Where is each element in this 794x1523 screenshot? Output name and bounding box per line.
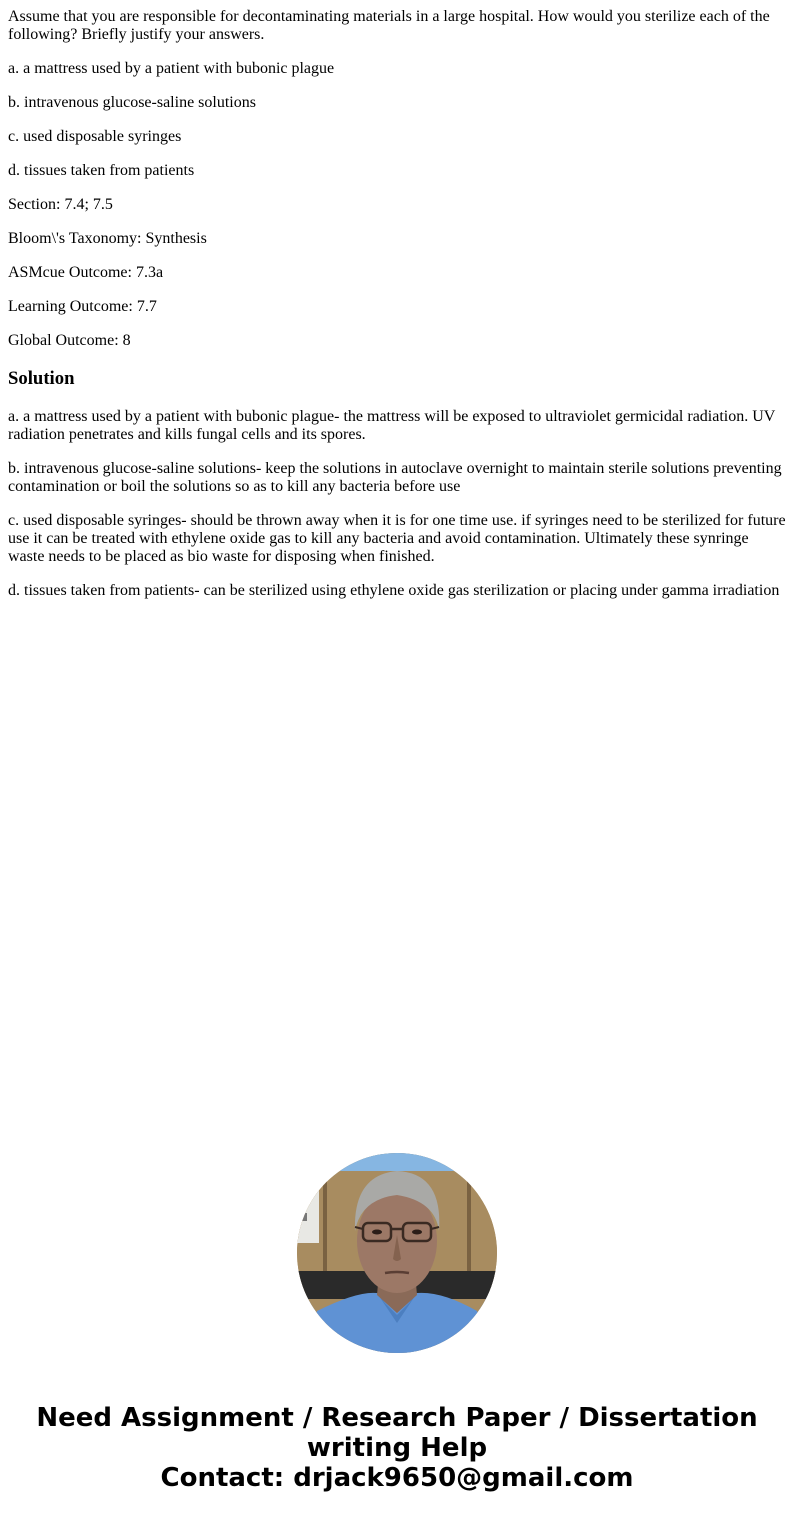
person-portrait-icon	[297, 1153, 497, 1353]
promo-line-2: writing Help	[306, 1433, 488, 1463]
meta-blooms-taxonomy: Bloom\'s Taxonomy: Synthesis	[8, 230, 207, 247]
solution-heading: Solution	[8, 368, 75, 389]
author-avatar	[297, 1153, 497, 1353]
question-item-a: a. a mattress used by a patient with bubonic plague	[8, 60, 335, 77]
question-item-b: b. intravenous glucose-saline solutions	[8, 94, 256, 111]
solution-answer-b: b. intravenous glucose-saline solutions- keep the solutions in autoclave overnight to maintain sterile solutions preventing contamination or boil the solutions so as to kill any bacteria before use	[8, 460, 782, 495]
meta-section: Section: 7.4; 7.5	[8, 196, 113, 213]
meta-global-outcome: Global Outcome: 8	[8, 332, 131, 349]
question-intro: Assume that you are responsible for decontaminating materials in a large hospital. How would you sterilize each of the following? Briefly justify your answers.	[8, 8, 770, 43]
meta-asmcue-outcome: ASMcue Outcome: 7.3a	[8, 264, 164, 281]
solution-answer-c: c. used disposable syringes- should be thrown away when it is for one time use. if syringes need to be sterilized for future use it can be treated with ethylene oxide gas to kill any bacteria and avoid contamination. Ultimately these synringe waste needs to be placed as bio waste for disposing when finished.	[8, 512, 786, 565]
question-item-c: c. used disposable syringes	[8, 128, 182, 145]
question-item-d: d. tissues taken from patients	[8, 162, 195, 179]
promo-contact-line: Contact: drjack9650@gmail.com	[160, 1463, 634, 1493]
promo-banner	[0, 1403, 794, 1493]
solution-answer-a: a. a mattress used by a patient with bubonic plague- the mattress will be exposed to ultraviolet germicidal radiation. UV radiation penetrates and kills fungal cells and its spores.	[8, 408, 776, 443]
solution-answer-d: d. tissues taken from patients- can be sterilized using ethylene oxide gas sterilization or placing under gamma irradiation	[8, 582, 780, 599]
document-body	[8, 8, 788, 616]
promo-line-1: Need Assignment / Research Paper / Dissertation	[36, 1403, 758, 1433]
meta-learning-outcome: Learning Outcome: 7.7	[8, 298, 157, 315]
